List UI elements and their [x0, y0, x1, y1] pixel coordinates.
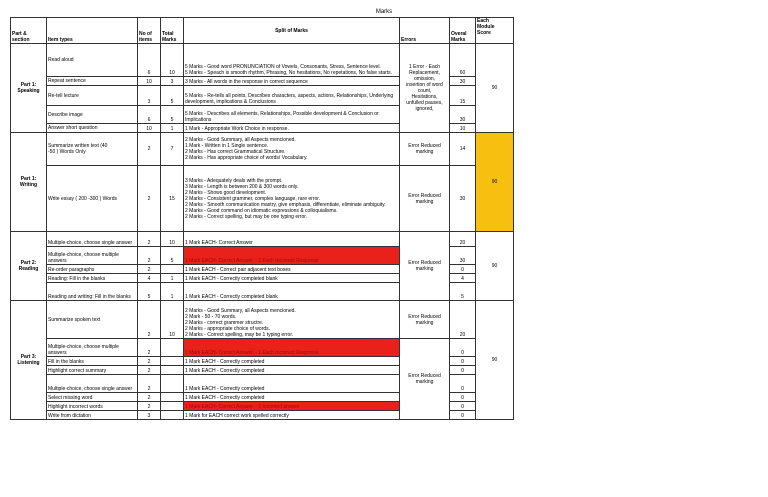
split-of-marks: 1 Mark EACH - Correctly completed [184, 366, 400, 375]
overall-marks: 60 [450, 44, 476, 77]
total-marks [161, 339, 184, 357]
split-of-marks: 2 Marks - Good Summary, all Aspects mencioned. 2 Mark - 50 - 70 words. 2 Marks - correct grammer structre. 2 Marks - appropriate choice of words. 2 Marks - Correct spelling, may be 1 typing error. [184, 301, 400, 339]
document-title: Marks [375, 9, 393, 15]
no-of-items: 10 [138, 124, 161, 133]
no-of-items: 2 [138, 166, 161, 232]
overall-marks: 0 [450, 411, 476, 420]
no-of-items: 2 [138, 301, 161, 339]
module-score-speaking: 90 [476, 44, 514, 133]
total-marks [161, 366, 184, 375]
total-marks [161, 402, 184, 411]
item-type: Answer short question [47, 124, 138, 133]
total-marks: 1 [161, 124, 184, 133]
no-of-items: 2 [138, 366, 161, 375]
table-row [11, 166, 514, 232]
errors-writing-summary: Error Reduced marking [400, 133, 450, 166]
header-errors: Errors [400, 18, 450, 44]
marks-table [10, 17, 514, 420]
no-of-items: 2 [138, 133, 161, 166]
header-split-of-marks: Split of Marks [184, 18, 400, 44]
table-row [11, 133, 514, 166]
table-row [11, 301, 514, 339]
errors-reading: Error Reduced marking [400, 232, 450, 301]
no-of-items: 2 [138, 375, 161, 393]
split-of-marks: 5 Marks - Good word PRONUNCIATION of Vowels, Consonants, Stress, Sentence level. 5 Marks - Speach is smooth rhythm, Phrasing, No hesitations, No repetations, No false starts. [184, 44, 400, 77]
module-score-listening: 90 [476, 301, 514, 420]
split-of-marks: 3 Marks - All words in the response in correct sequence [184, 77, 400, 86]
table-row [11, 232, 514, 247]
item-type: Write essay ( 200 -300 ) Words [47, 166, 138, 232]
total-marks: 5 [161, 86, 184, 106]
no-of-items: 2 [138, 402, 161, 411]
overall-marks: 5 [450, 283, 476, 301]
total-marks [161, 375, 184, 393]
split-of-marks: 1 Mark EACH- Correct Answer, - 1 Each Incorrect Response [184, 247, 400, 265]
item-type: Select missing word [47, 393, 138, 402]
item-type: Read aloud [47, 44, 138, 77]
overall-marks: 0 [450, 265, 476, 274]
errors-speaking: 1 Error - Each Replacement, omission, insertion of word count, Hesitations, unfulled pauses, ignored, [400, 44, 450, 133]
header-row [11, 18, 514, 44]
item-type: Highlight correct summary [47, 366, 138, 375]
item-type: Multiple-choice, choose single answer [47, 375, 138, 393]
overall-marks: 30 [450, 77, 476, 86]
no-of-items: 4 [138, 274, 161, 283]
split-of-marks: 5 Marks - Re-tells all points, Describes characters, aspects, actions, Relationships, Underlying development, implications & Conclusions [184, 86, 400, 106]
header-item-types: Item types [47, 18, 138, 44]
total-marks: 10 [161, 232, 184, 247]
total-marks: 7 [161, 133, 184, 166]
total-marks: 15 [161, 166, 184, 232]
no-of-items: 2 [138, 247, 161, 265]
overall-marks: 14 [450, 133, 476, 166]
section-reading: Part 2: Reading [11, 232, 47, 301]
split-of-marks: 1 Mark EACH - Correct pair adjacent text boxes [184, 265, 400, 274]
no-of-items: 6 [138, 106, 161, 124]
split-of-marks: 1 Mark for EACH correct work spelled correctly [184, 411, 400, 420]
split-of-marks: 1 Mark EACH - Correctly completed [184, 393, 400, 402]
overall-marks: 30 [450, 166, 476, 232]
split-of-marks: 1 Mark EACH- Correct Answer [184, 232, 400, 247]
table-row [11, 339, 514, 357]
total-marks [161, 411, 184, 420]
no-of-items: 2 [138, 357, 161, 366]
total-marks: 10 [161, 301, 184, 339]
total-marks [161, 357, 184, 366]
split-of-marks: 2 Marks - Good Summary, all Aspects mencioned. 1 Mark - Written in 1 Single sentence. 2 Marks - Has correct Grammatical Structure. 2 Marks - Has appropriate choice of words/ Vocabulary. [184, 133, 400, 166]
split-of-marks: 1 Mark EACH- Correct Answer, - 1 Each Incorrect Response [184, 339, 400, 357]
item-type: Repeat sentence [47, 77, 138, 86]
overall-marks: 0 [450, 402, 476, 411]
item-type: Fill in the blanks [47, 357, 138, 366]
header-overall-marks: Overal Marks [450, 18, 476, 44]
no-of-items: 2 [138, 232, 161, 247]
overall-marks: 30 [450, 247, 476, 265]
overall-marks: 4 [450, 274, 476, 283]
overall-marks: 0 [450, 375, 476, 393]
header-no-of-items: No of items [138, 18, 161, 44]
no-of-items: 3 [138, 86, 161, 106]
overall-marks: 10 [450, 124, 476, 133]
total-marks: 5 [161, 106, 184, 124]
section-speaking: Part 1: Speaking [11, 44, 47, 133]
header-module-score: Each Module Score [476, 18, 514, 44]
no-of-items: 2 [138, 339, 161, 357]
total-marks: 1 [161, 283, 184, 301]
errors-listening-summary: Error Reduced marking [400, 301, 450, 339]
table-row [11, 44, 514, 77]
no-of-items: 3 [138, 411, 161, 420]
module-score-reading: 90 [476, 232, 514, 301]
errors-writing-essay: Error Reduced marking [400, 166, 450, 232]
no-of-items: 2 [138, 393, 161, 402]
item-type: Multiple-choice, choose multiple answers [47, 247, 138, 265]
total-marks: 5 [161, 247, 184, 265]
header-total-marks: Total Marks [161, 18, 184, 44]
total-marks: 10 [161, 44, 184, 77]
split-of-marks: 1 Mark - Appropriate Work Choice in response. [184, 124, 400, 133]
overall-marks: 20 [450, 301, 476, 339]
overall-marks: 20 [450, 232, 476, 247]
split-of-marks: 1 Mark EACH- Correct Answer, - 1 Incorrect answer [184, 402, 400, 411]
header-section: Part & section [11, 18, 47, 44]
no-of-items: 6 [138, 44, 161, 77]
split-of-marks: 3 Marks - Adequately deals with the prompt. 3 Marks - Length is between 200 & 300 words only. 2 Marks - Shows good development. 2 Marks - Consistent grammer, complex language, rare error. 2 Marks - Smooth communication mastry, give emphasis, differentiate, eliminate ambiguity. 2 Marks - Good command on idiomatic expressions & colloquialisms. 2 Marks - Correct spelling, but may be one typing error. [184, 166, 400, 232]
overall-marks: 0 [450, 393, 476, 402]
overall-marks: 0 [450, 339, 476, 357]
total-marks [161, 265, 184, 274]
overall-marks: 15 [450, 86, 476, 106]
item-type: Highlight incorrect words [47, 402, 138, 411]
item-type: Re-order paragraphs [47, 265, 138, 274]
section-listening: Part 3: Listening [11, 301, 47, 420]
item-type: Multiple-choice, choose single answer [47, 232, 138, 247]
overall-marks: 0 [450, 366, 476, 375]
total-marks [161, 393, 184, 402]
item-type: Multiple-choice, choose multiple answers [47, 339, 138, 357]
no-of-items: 2 [138, 265, 161, 274]
section-writing: Part 1: Writing [11, 133, 47, 232]
item-type: Summarize spoken text [47, 301, 138, 339]
module-score-writing: 90 [476, 133, 514, 232]
split-of-marks: 1 Mark EACH - Correctly completed [184, 375, 400, 393]
total-marks: 3 [161, 77, 184, 86]
split-of-marks: 1 Mark EACH - Correctly completed blank [184, 274, 400, 283]
overall-marks: 30 [450, 106, 476, 124]
split-of-marks: 5 Marks - Describes all elements, Relationships, Possible development & Conclusion or Implications [184, 106, 400, 124]
split-of-marks: 1 Mark EACH - Correctly completed blank [184, 283, 400, 301]
no-of-items: 10 [138, 77, 161, 86]
item-type: Re-tell lecture [47, 86, 138, 106]
item-type: Reading and writing: Fill in the blanks [47, 283, 138, 301]
item-type: Summarize written text (40 -50 ) Words Only [47, 133, 138, 166]
errors-listening: Error Reduced marking [400, 339, 450, 420]
total-marks: 1 [161, 274, 184, 283]
overall-marks: 0 [450, 357, 476, 366]
item-type: Write from dictation [47, 411, 138, 420]
no-of-items: 5 [138, 283, 161, 301]
item-type: Reading: Fill in the blanks [47, 274, 138, 283]
item-type: Describe image [47, 106, 138, 124]
split-of-marks: 1 Mark EACH - Correctly completed [184, 357, 400, 366]
